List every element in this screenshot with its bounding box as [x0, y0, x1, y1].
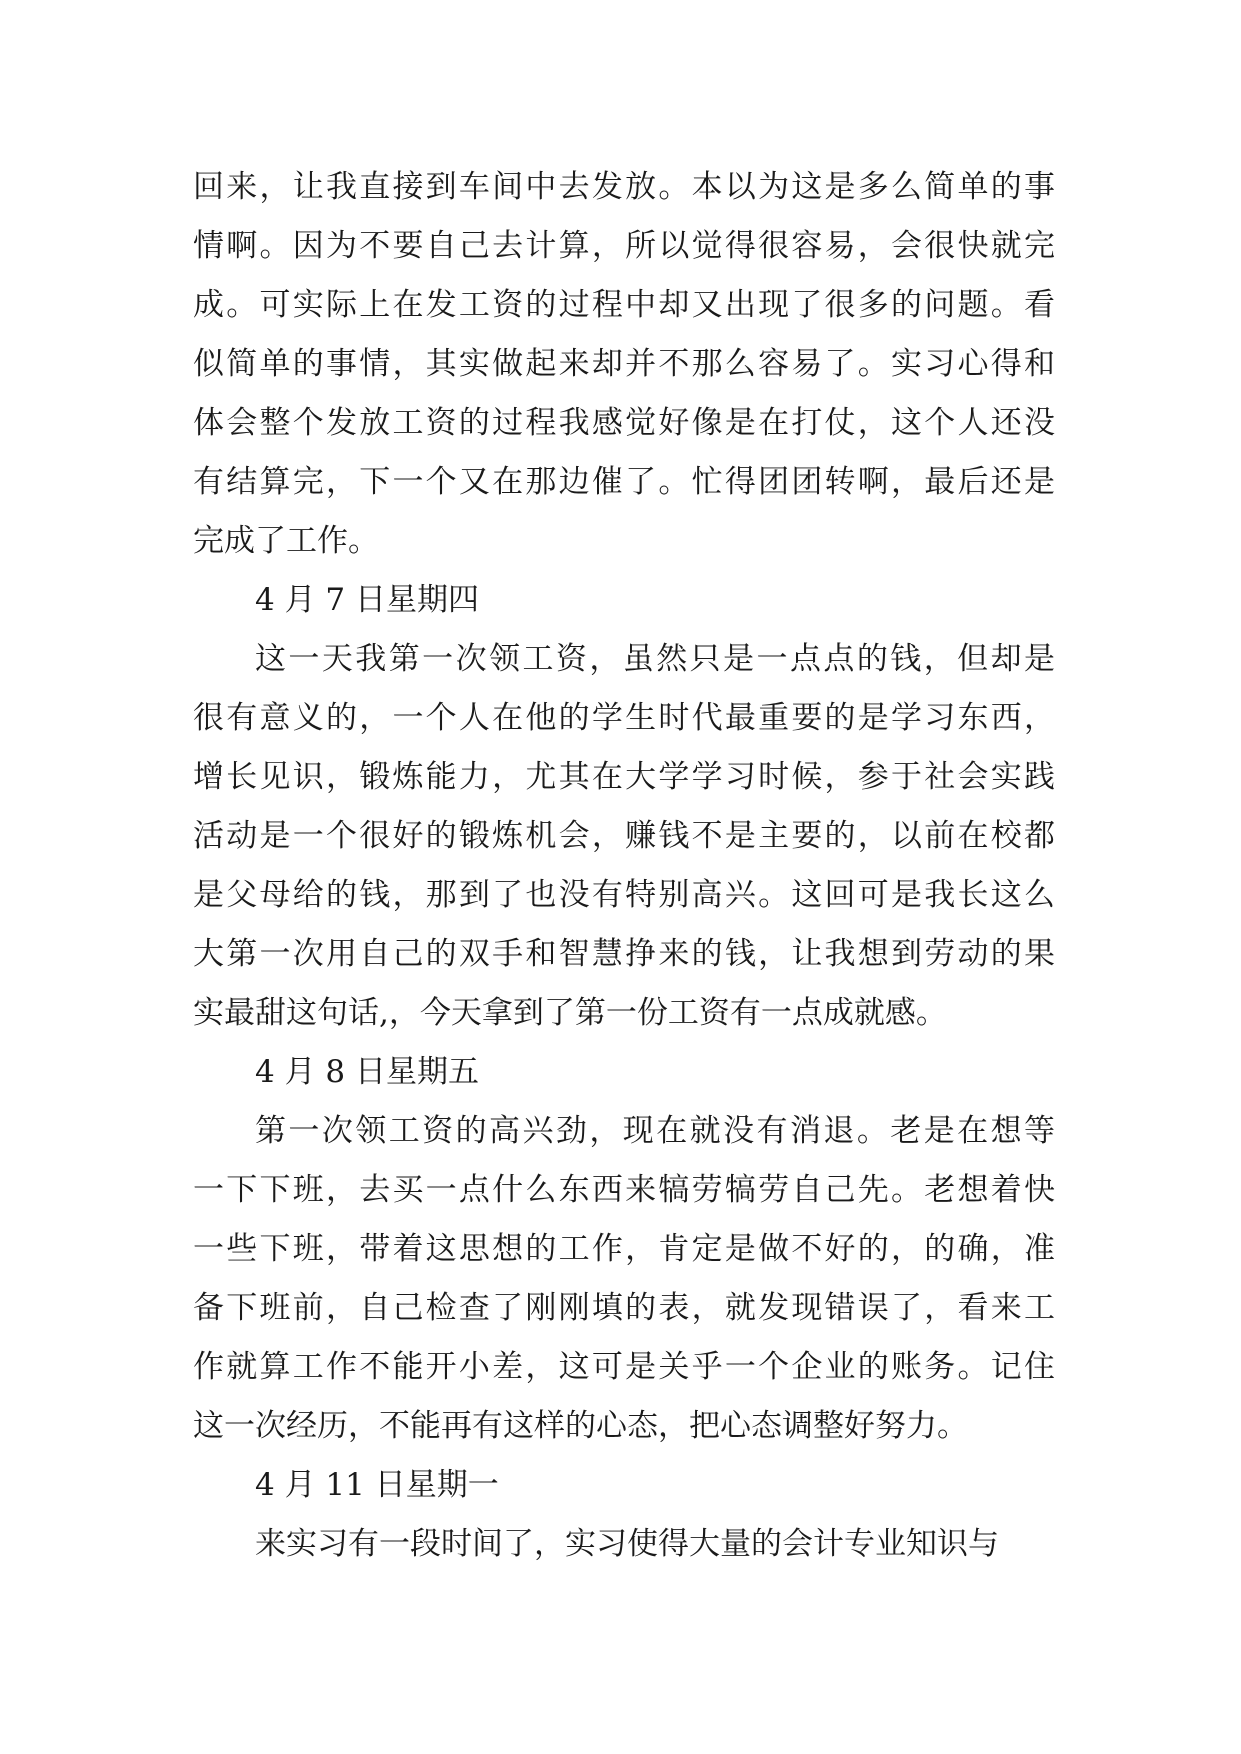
text-line: 似简单的事情，其实做起来却并不那么容易了。实习心得和	[193, 346, 1055, 382]
text-line: 一下下班，去买一点什么东西来犒劳犒劳自己先。老想着快	[193, 1172, 1055, 1208]
date-heading: 4 月 7 日星期四	[255, 582, 480, 618]
text-line: 作就算工作不能开小差，这可是关乎一个企业的账务。记住	[193, 1349, 1055, 1385]
text-line: 成。可实际上在发工资的过程中却又出现了很多的问题。看	[193, 287, 1055, 323]
text-line: 大第一次用自己的双手和智慧挣来的钱，让我想到劳动的果	[193, 936, 1055, 972]
text-line: 增长见识，锻炼能力，尤其在大学学习时候，参于社会实践	[193, 759, 1055, 795]
text-line: 完成了工作。	[193, 523, 379, 559]
text-line: 这一次经历，不能再有这样的心态，把心态调整好努力。	[193, 1408, 968, 1444]
text-line: 很有意义的，一个人在他的学生时代最重要的是学习东西，	[193, 700, 1055, 736]
text-line: 实最甜这句话,，今天拿到了第一份工资有一点成就感。	[193, 995, 947, 1031]
text-line: 这一天我第一次领工资，虽然只是一点点的钱，但却是	[255, 641, 1055, 677]
date-heading: 4 月 11 日星期一	[255, 1467, 499, 1503]
text-line: 第一次领工资的高兴劲，现在就没有消退。老是在想等	[255, 1113, 1055, 1149]
text-line: 备下班前，自己检查了刚刚填的表，就发现错误了，看来工	[193, 1290, 1055, 1326]
text-line: 情啊。因为不要自己去计算，所以觉得很容易，会很快就完	[193, 228, 1055, 264]
document-body	[193, 158, 1055, 1574]
text-line: 体会整个发放工资的过程我感觉好像是在打仗，这个人还没	[193, 405, 1055, 441]
text-line: 来实习有一段时间了，实习使得大量的会计专业知识与	[255, 1526, 999, 1562]
text-line: 回来，让我直接到车间中去发放。本以为这是多么简单的事	[193, 169, 1055, 205]
date-heading: 4 月 8 日星期五	[255, 1054, 480, 1090]
text-line: 活动是一个很好的锻炼机会，赚钱不是主要的，以前在校都	[193, 818, 1055, 854]
text-line: 一些下班，带着这思想的工作，肯定是做不好的，的确，准	[193, 1231, 1055, 1267]
text-line: 是父母给的钱，那到了也没有特别高兴。这回可是我长这么	[193, 877, 1055, 913]
text-line: 有结算完，下一个又在那边催了。忙得团团转啊，最后还是	[193, 464, 1055, 500]
